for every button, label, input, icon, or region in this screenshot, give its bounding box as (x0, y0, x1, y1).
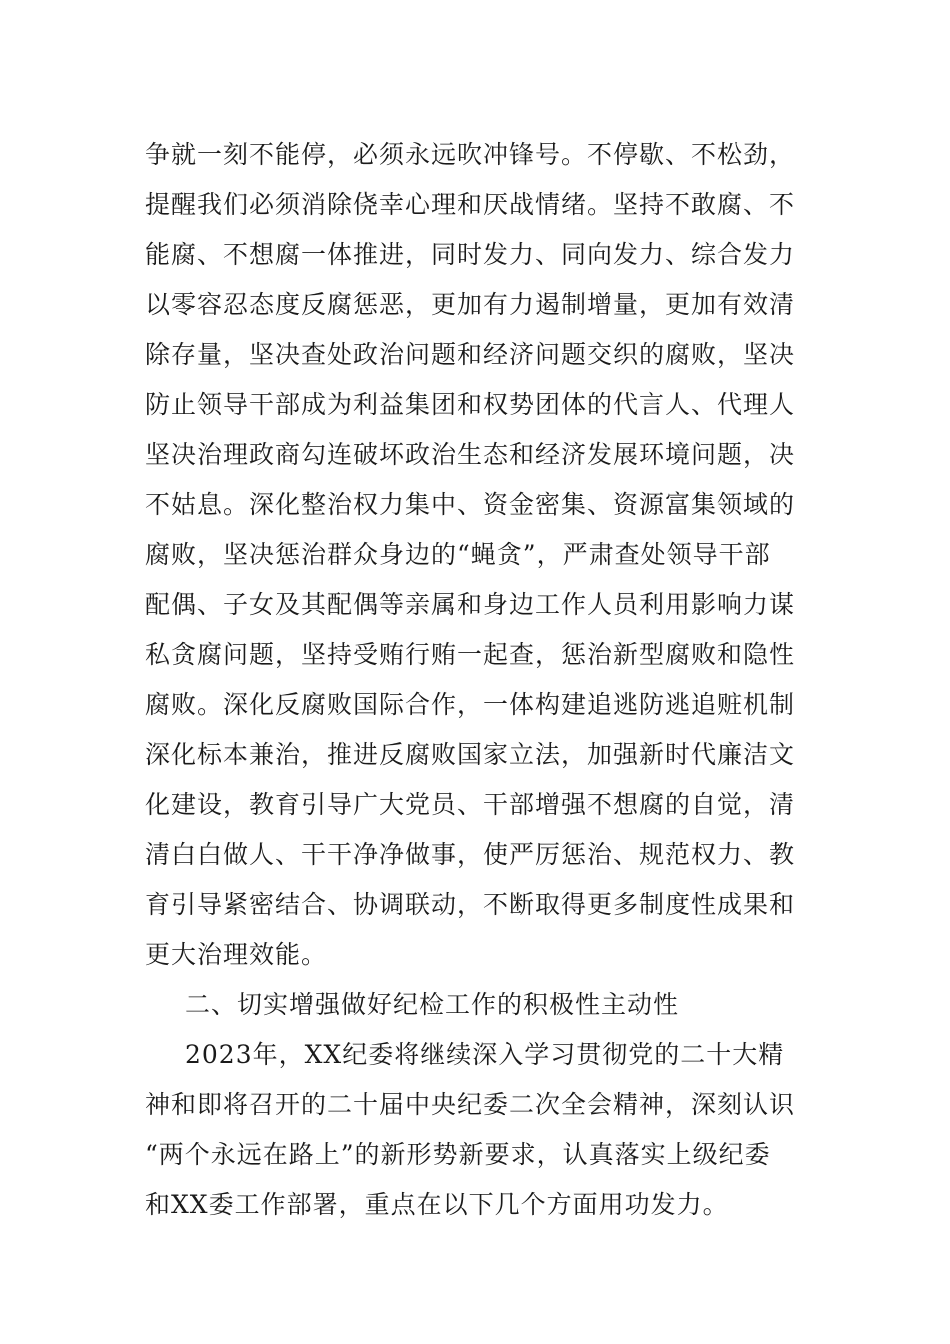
paragraph-line: 腐败，坚决惩治群众身边的“蝇贪”，严肃查处领导干部 (145, 540, 771, 569)
paragraph-line: 配偶、子女及其配偶等亲属和身边工作人员利用影响力谋 (145, 590, 796, 619)
paragraph-line: 除存量，坚决查处政治问题和经济问题交织的腐败，坚决 (145, 340, 796, 369)
paragraph-line: 防止领导干部成为利益集团和权势团体的代言人、代理人 (145, 390, 796, 419)
paragraph-line: 育引导紧密结合、协调联动，不断取得更多制度性成果和 (145, 890, 796, 919)
paragraph-line: “两个永远在路上”的新形势新要求，认真落实上级纪委 (145, 1140, 771, 1169)
paragraph-line: 腐败。深化反腐败国际合作，一体构建追逃防逃追赃机制 (145, 690, 796, 719)
section-heading: 二、切实增强做好纪检工作的积极性主动性 (185, 990, 680, 1019)
document-body (145, 130, 815, 1230)
paragraph-line: 提醒我们必须消除侥幸心理和厌战情绪。坚持不敢腐、不 (145, 190, 796, 219)
paragraph-line: 和XX委工作部署，重点在以下几个方面用功发力。 (145, 1190, 729, 1219)
paragraph-line: 清白白做人、干干净净做事，使严厉惩治、规范权力、教 (145, 840, 796, 869)
paragraph-line: 不姑息。深化整治权力集中、资金密集、资源富集领域的 (145, 490, 796, 519)
paragraph-line: 更大治理效能。 (145, 940, 328, 969)
paragraph-line: 争就一刻不能停，必须永远吹冲锋号。不停歇、不松劲， (145, 140, 796, 169)
paragraph-line: 深化标本兼治，推进反腐败国家立法，加强新时代廉洁文 (145, 740, 796, 769)
paragraph-line: 私贪腐问题，坚持受贿行贿一起查，惩治新型腐败和隐性 (145, 640, 796, 669)
paragraph-line: 2023年，XX纪委将继续深入学习贯彻党的二十大精 (185, 1040, 785, 1069)
paragraph-line: 化建设，教育引导广大党员、干部增强不想腐的自觉，清 (145, 790, 796, 819)
paragraph-line: 神和即将召开的二十届中央纪委二次全会精神，深刻认识 (145, 1090, 796, 1119)
paragraph-line: 能腐、不想腐一体推进，同时发力、同向发力、综合发力 (145, 240, 796, 269)
paragraph-line: 以零容忍态度反腐惩恶，更加有力遏制增量，更加有效清 (145, 290, 796, 319)
paragraph-line: 坚决治理政商勾连破坏政治生态和经济发展环境问题，决 (145, 440, 796, 469)
